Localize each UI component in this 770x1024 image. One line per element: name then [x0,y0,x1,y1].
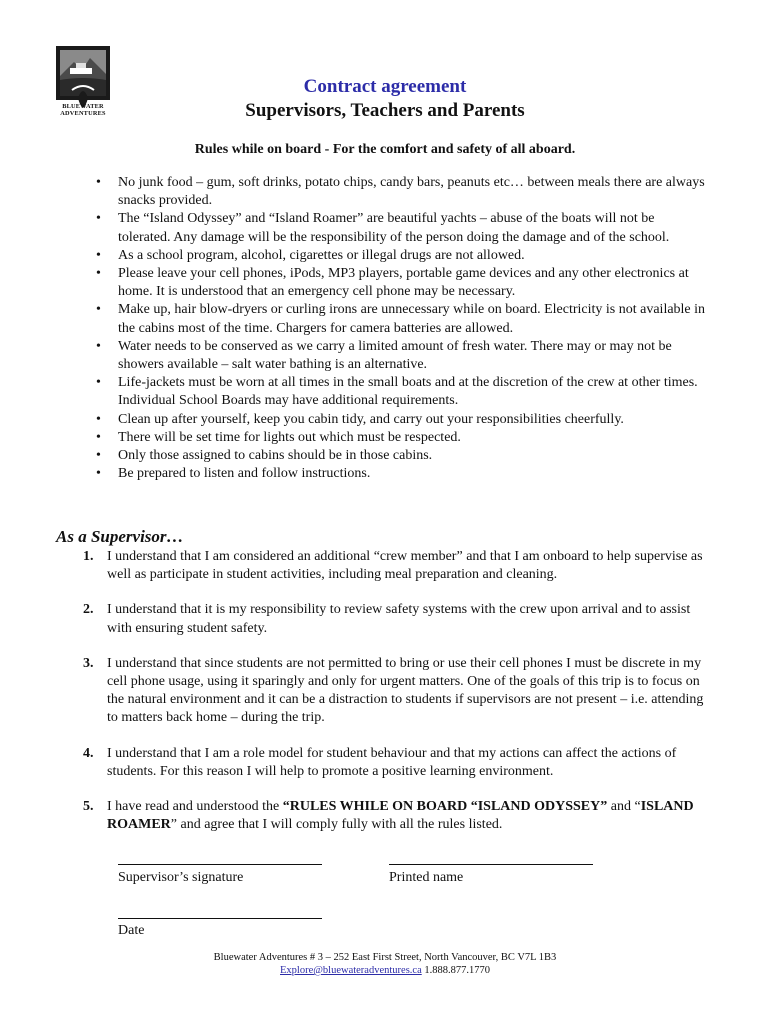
printed-name-label: Printed name [389,870,464,885]
item-text-pre: I have read and understood the [107,799,283,815]
rule-item: • Please leave your cell phones, iPods, MP3 players, portable game devices and any other electronics at home. It is understood that an emergency cell phone may be necessary. [118,265,710,301]
footer-address: Bluewater Adventures # 3 – 252 East First Street, North Vancouver, BC V7L 1B3 [213,952,557,963]
supervisor-item [83,798,707,834]
rule-item: • No junk food – gum, soft drinks, potato chips, candy bars, peanuts etc… between meals there are always snacks provided. [118,174,710,210]
supervisor-item [83,655,707,728]
item-number: 3. [83,655,94,671]
logo-line-2: ADVENTURES [60,110,106,117]
item-text: I understand that it is my responsibility to review safety systems with the crew upon arrival and to assist with ensuring student safety. [107,602,691,636]
item-number: 2. [83,602,94,618]
item-text-post: ” and agree that I will comply fully with all the rules listed. [170,817,503,833]
supervisor-signature-label: Supervisor’s signature [118,870,244,885]
date-line[interactable] [118,918,322,919]
supervisor-signature-line[interactable] [118,864,322,865]
rules-heading: Rules while on board - For the comfort and safety of all aboard. [194,142,576,157]
rule-item: • Clean up after yourself, keep you cabin tidy, and carry out your responsibilities cheerfully. [118,411,710,429]
printed-name-line[interactable] [389,864,593,865]
footer-contact [0,965,770,976]
item-number: 4. [83,745,94,761]
footer-phone: 1.888.877.1770 [421,965,490,976]
item-number: 1. [83,549,94,564]
footer-email-link[interactable]: Explore@bluewateradventures.ca [280,965,422,976]
rules-list [118,174,710,483]
rule-item: • Only those assigned to cabins should be in those cabins. [118,447,710,465]
item-text-bold-2: ISLAND ROAMER [107,799,694,833]
item-text-mid: and “ [607,799,641,815]
logo-line-1: BLUEWATER [62,103,104,110]
item-text: I understand that I am a role model for student behaviour and that my actions can affect the actions of students. For this reason I will help to promote a positive learning environment. [107,745,677,779]
supervisor-item [83,601,707,637]
rule-item: • There will be set time for lights out which must be respected. [118,429,710,447]
supervisor-list [83,548,707,851]
supervisor-item [83,745,707,781]
rule-item: • As a school program, alcohol, cigarettes or illegal drugs are not allowed. [118,247,710,265]
rule-item: • Water needs to be conserved as we carry a limited amount of fresh water. There may or may not be showers available – salt water bathing is an alternative. [118,338,710,374]
rule-item: • Make up, hair blow-dryers or curling irons are unnecessary while on board. Electricity is not available in the cabins most of the time. Chargers for camera batteries are allowed. [118,301,710,337]
rule-item: • The “Island Odyssey” and “Island Roamer” are beautiful yachts – abuse of the boats will not be tolerated. Any damage will be the responsibility of the person doing the damage and of the school. [118,210,710,246]
item-text-bold-1: “RULES WHILE ON BOARD “ISLAND ODYSSEY” [282,799,608,815]
document-title: Contract agreement [303,76,467,97]
rule-item: • Life-jackets must be worn at all times in the small boats and at the discretion of the crew at other times. Individual School Boards may have additional requirements. [118,374,710,410]
document-subtitle: Supervisors, Teachers and Parents [245,100,525,121]
item-text: I understand that I am considered an additional “crew member” and that I am onboard to help supervise as well as participate in student activities, including meal preparation and cleaning. [107,549,703,583]
rule-item: • Be prepared to listen and follow instructions. [118,465,710,483]
supervisor-heading: As a Supervisor… [56,527,184,546]
item-number: 5. [83,799,94,815]
item-text: I understand that since students are not permitted to bring or use their cell phones I must be discrete in my cell phone usage, using it sparingly and only for urgent matters. One of the goals of this trip is to focus on the natural environment and it can be a distraction to students if supervisors are not present – i.e. attending to matters back home – during the trip. [107,655,704,726]
supervisor-item [83,548,707,584]
date-label: Date [118,923,145,938]
